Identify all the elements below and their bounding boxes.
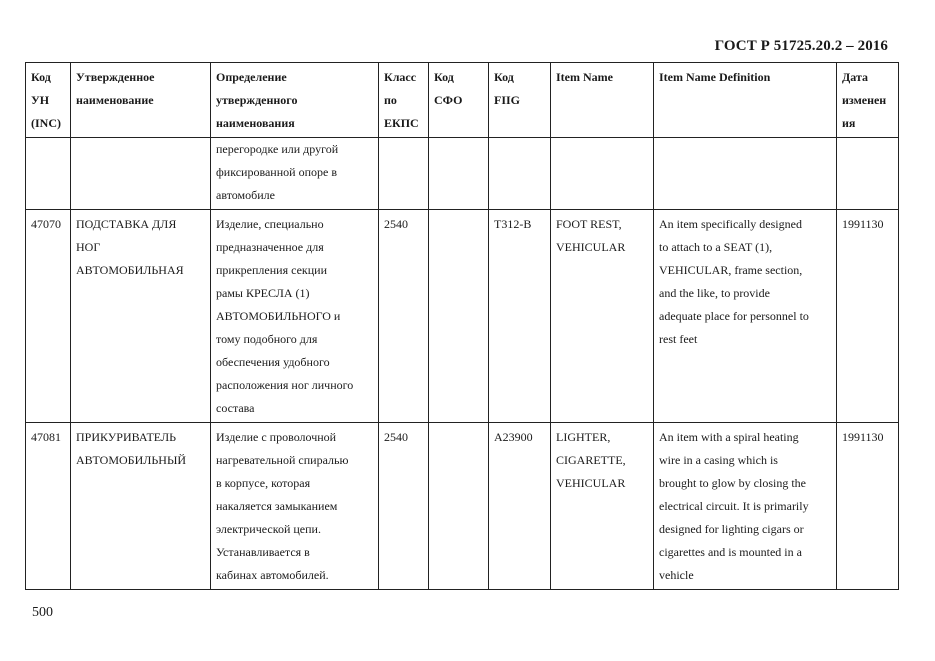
cell-item-name-definition (654, 138, 837, 210)
table-row (26, 138, 899, 210)
cell-ekps-class: 2540 (379, 210, 429, 423)
column-header-ekps-class: Класс по ЕКПС (379, 63, 429, 138)
page-number: 500 (32, 605, 53, 620)
cell-sfo-code (429, 210, 489, 423)
cell-sfo-code (429, 138, 489, 210)
column-header-item-name: Item Name (551, 63, 654, 138)
column-header-item-name-definition: Item Name Definition (654, 63, 837, 138)
cell-definition: Изделие с проволочной нагревательной спиралью в корпусе, которая накаляется замыканием электрической цепи. Устанавливается в кабинах автомобилей. (211, 423, 379, 590)
cell-item-name-definition: An item with a spiral heating wire in a casing which is brought to glow by closing the electrical circuit. It is primarily designed for lighting cigars or cigarettes and is mounted in a vehicle (654, 423, 837, 590)
cell-fiig-code: A23900 (489, 423, 551, 590)
cell-item-name: FOOT REST, VEHICULAR (551, 210, 654, 423)
cell-change-date: 1991130 (837, 210, 899, 423)
cell-fiig-code: T312-B (489, 210, 551, 423)
column-header-change-date: Дата изменен ия (837, 63, 899, 138)
column-header-inc: Код УН (INC) (26, 63, 71, 138)
cell-approved-name (71, 138, 211, 210)
column-header-sfo-code: Код СФО (429, 63, 489, 138)
cell-ekps-class (379, 138, 429, 210)
cell-item-name-definition: An item specifically designed to attach to a SEAT (1), VEHICULAR, frame section, and the like, to provide adequate place for personnel to rest feet (654, 210, 837, 423)
cell-definition: Изделие, специально предназначенное для прикрепления секции рамы КРЕСЛА (1) АВТОМОБИЛЬНОГО и тому подобного для обеспечения удобного расположения ног личного состава (211, 210, 379, 423)
cell-change-date: 1991130 (837, 423, 899, 590)
cell-definition: перегородке или другой фиксированной опоре в автомобиле (211, 138, 379, 210)
column-header-definition: Определение утвержденного наименования (211, 63, 379, 138)
cell-item-name: LIGHTER, CIGARETTE, VEHICULAR (551, 423, 654, 590)
gost-data-table (25, 62, 899, 590)
cell-inc (26, 138, 71, 210)
cell-change-date (837, 138, 899, 210)
table-header-row (26, 63, 899, 138)
cell-item-name (551, 138, 654, 210)
document-header: ГОСТ Р 51725.20.2 – 2016 (714, 38, 888, 54)
cell-fiig-code (489, 138, 551, 210)
cell-inc: 47070 (26, 210, 71, 423)
table-row (26, 423, 899, 590)
cell-approved-name: ПОДСТАВКА ДЛЯ НОГ АВТОМОБИЛЬНАЯ (71, 210, 211, 423)
table-row (26, 210, 899, 423)
cell-approved-name: ПРИКУРИВАТЕЛЬ АВТОМОБИЛЬНЫЙ (71, 423, 211, 590)
cell-ekps-class: 2540 (379, 423, 429, 590)
column-header-approved-name: Утвержденное наименование (71, 63, 211, 138)
cell-inc: 47081 (26, 423, 71, 590)
column-header-fiig-code: Код FIIG (489, 63, 551, 138)
cell-sfo-code (429, 423, 489, 590)
